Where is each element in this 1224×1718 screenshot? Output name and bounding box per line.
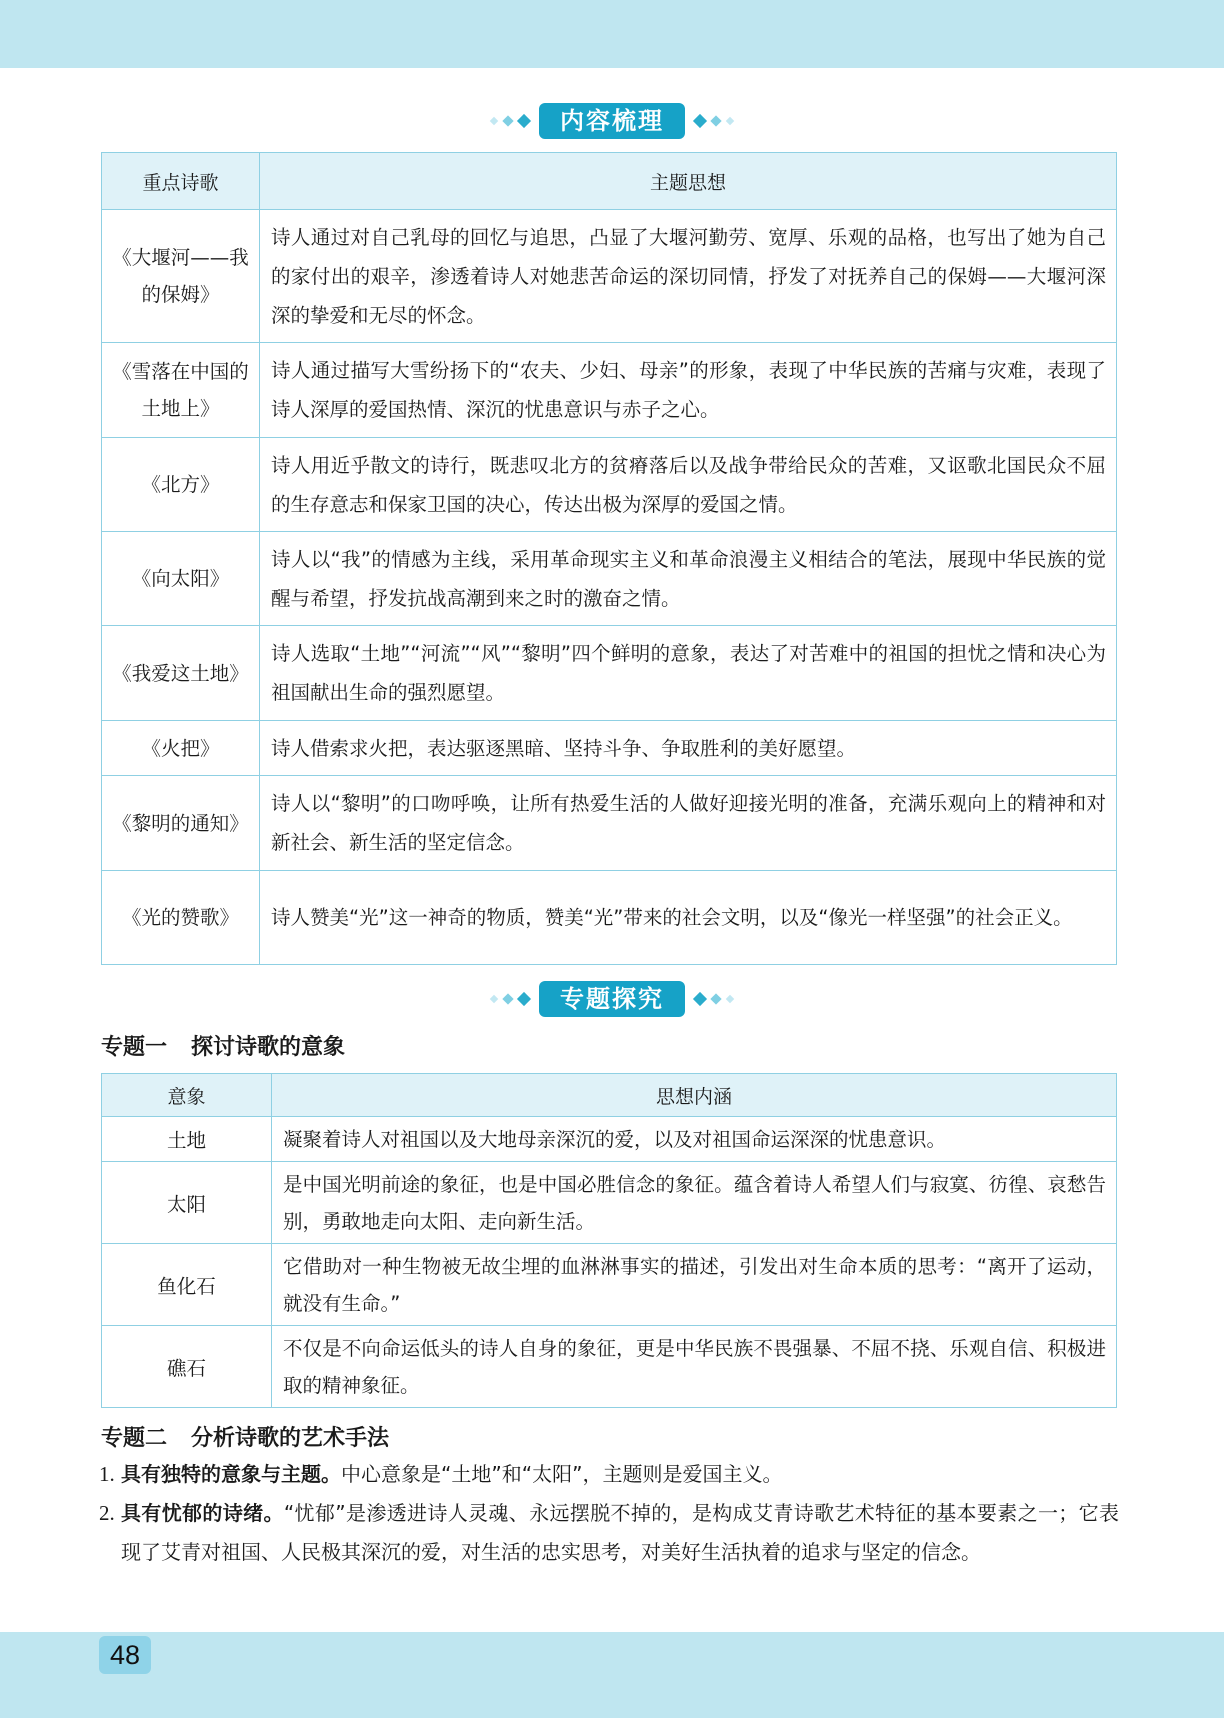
section-header-topics bbox=[0, 980, 1224, 1018]
poem-title: 《我爱这土地》 bbox=[102, 626, 260, 721]
table-row bbox=[102, 532, 1117, 626]
poem-title: 《雪落在中国的土地上》 bbox=[102, 343, 260, 438]
item-lead: 具有独特的意象与主题。 bbox=[121, 1462, 341, 1486]
table-header-row bbox=[102, 153, 1117, 210]
table-row bbox=[102, 438, 1117, 532]
table-row bbox=[102, 776, 1117, 871]
image-meaning: 不仅是不向命运低头的诗人自身的象征，更是中华民族不畏强暴、不屈不挠、乐观自信、积极进取的精神象征。 bbox=[272, 1326, 1117, 1408]
poem-title: 《大堰河——我的保姆》 bbox=[102, 210, 260, 343]
item-number: 2. bbox=[99, 1501, 115, 1525]
poem-title: 《火把》 bbox=[102, 721, 260, 776]
bottom-band bbox=[0, 1632, 1224, 1718]
diamond-dots-right bbox=[695, 994, 733, 1004]
section-header-content bbox=[0, 102, 1224, 140]
topic-label: 专题二 bbox=[101, 1426, 168, 1451]
column-header: 思想内涵 bbox=[272, 1074, 1117, 1117]
technique-list bbox=[99, 1455, 1119, 1572]
item-text: “忧郁”是渗透进诗人灵魂、永远摆脱不掉的，是构成艾青诗歌艺术特征的基本要素之一；它表现了艾青对祖国、人民极其深沉的爱，对生活的忠实思考，对美好生活执着的追求与坚定的信念。 bbox=[121, 1501, 1119, 1564]
column-header: 意象 bbox=[102, 1074, 272, 1117]
poem-title: 《光的赞歌》 bbox=[102, 871, 260, 965]
poem-theme: 诗人选取“土地”“河流”“风”“黎明”四个鲜明的意象，表达了对苦难中的祖国的担忧之情和决心为祖国献出生命的强烈愿望。 bbox=[260, 626, 1117, 721]
list-item bbox=[99, 1494, 1119, 1572]
diamond-dots-left bbox=[491, 116, 529, 126]
poem-theme: 诗人以“黎明”的口吻呼唤，让所有热爱生活的人做好迎接光明的准备，充满乐观向上的精神和对新社会、新生活的坚定信念。 bbox=[260, 776, 1117, 871]
topic-heading bbox=[101, 1030, 345, 1061]
topic-heading bbox=[101, 1421, 389, 1452]
column-header: 主题思想 bbox=[260, 153, 1117, 210]
page-number: 48 bbox=[99, 1636, 151, 1674]
poem-title: 《向太阳》 bbox=[102, 532, 260, 626]
poem-theme: 诗人借索求火把，表达驱逐黑暗、坚持斗争、争取胜利的美好愿望。 bbox=[260, 721, 1117, 776]
image-meaning: 是中国光明前途的象征，也是中国必胜信念的象征。蕴含着诗人希望人们与寂寞、彷徨、哀愁告别，勇敢地走向太阳、走向新生活。 bbox=[272, 1162, 1117, 1244]
table-row bbox=[102, 626, 1117, 721]
table-row bbox=[102, 210, 1117, 343]
diamond-dots-right bbox=[695, 116, 733, 126]
poem-theme: 诗人赞美“光”这一神奇的物质，赞美“光”带来的社会文明，以及“像光一样坚强”的社会正义。 bbox=[260, 871, 1117, 965]
section-title: 专题探究 bbox=[539, 981, 685, 1017]
item-lead: 具有忧郁的诗绪。 bbox=[121, 1501, 284, 1525]
topic-title: 分析诗歌的艺术手法 bbox=[191, 1426, 390, 1451]
diamond-dots-left bbox=[491, 994, 529, 1004]
poem-theme: 诗人用近乎散文的诗行，既悲叹北方的贫瘠落后以及战争带给民众的苦难，又讴歌北国民众不屈的生存意志和保家卫国的决心，传达出极为深厚的爱国之情。 bbox=[260, 438, 1117, 532]
topic-label: 专题一 bbox=[101, 1035, 168, 1060]
table-row bbox=[102, 871, 1117, 965]
poem-title: 《黎明的通知》 bbox=[102, 776, 260, 871]
poem-title: 《北方》 bbox=[102, 438, 260, 532]
image-name: 礁石 bbox=[102, 1326, 272, 1408]
poems-table bbox=[101, 152, 1117, 965]
table-row bbox=[102, 1244, 1117, 1326]
table-row bbox=[102, 343, 1117, 438]
imagery-table bbox=[101, 1073, 1117, 1408]
table-header-row bbox=[102, 1074, 1117, 1117]
table-row bbox=[102, 1162, 1117, 1244]
column-header: 重点诗歌 bbox=[102, 153, 260, 210]
image-name: 太阳 bbox=[102, 1162, 272, 1244]
list-item bbox=[99, 1455, 1119, 1494]
image-meaning: 凝聚着诗人对祖国以及大地母亲深沉的爱，以及对祖国命运深深的忧患意识。 bbox=[272, 1117, 1117, 1162]
table-row bbox=[102, 1326, 1117, 1408]
top-band bbox=[0, 0, 1224, 68]
poem-theme: 诗人通过对自己乳母的回忆与追思，凸显了大堰河勤劳、宽厚、乐观的品格，也写出了她为自己的家付出的艰辛，渗透着诗人对她悲苦命运的深切同情，抒发了对抚养自己的保姆——大堰河深深的挚爱和无尽的怀念。 bbox=[260, 210, 1117, 343]
image-name: 鱼化石 bbox=[102, 1244, 272, 1326]
section-title: 内容梳理 bbox=[539, 103, 685, 139]
item-number: 1. bbox=[99, 1462, 115, 1486]
poem-theme: 诗人以“我”的情感为主线，采用革命现实主义和革命浪漫主义相结合的笔法，展现中华民族的觉醒与希望，抒发抗战高潮到来之时的激奋之情。 bbox=[260, 532, 1117, 626]
image-name: 土地 bbox=[102, 1117, 272, 1162]
item-text: 中心意象是“土地”和“太阳”，主题则是爱国主义。 bbox=[341, 1462, 783, 1486]
table-row bbox=[102, 721, 1117, 776]
table-row bbox=[102, 1117, 1117, 1162]
topic-title: 探讨诗歌的意象 bbox=[191, 1035, 346, 1060]
image-meaning: 它借助对一种生物被无故尘埋的血淋淋事实的描述，引发出对生命本质的思考：“离开了运动，就没有生命。” bbox=[272, 1244, 1117, 1326]
poem-theme: 诗人通过描写大雪纷扬下的“农夫、少妇、母亲”的形象，表现了中华民族的苦痛与灾难，表现了诗人深厚的爱国热情、深沉的忧患意识与赤子之心。 bbox=[260, 343, 1117, 438]
